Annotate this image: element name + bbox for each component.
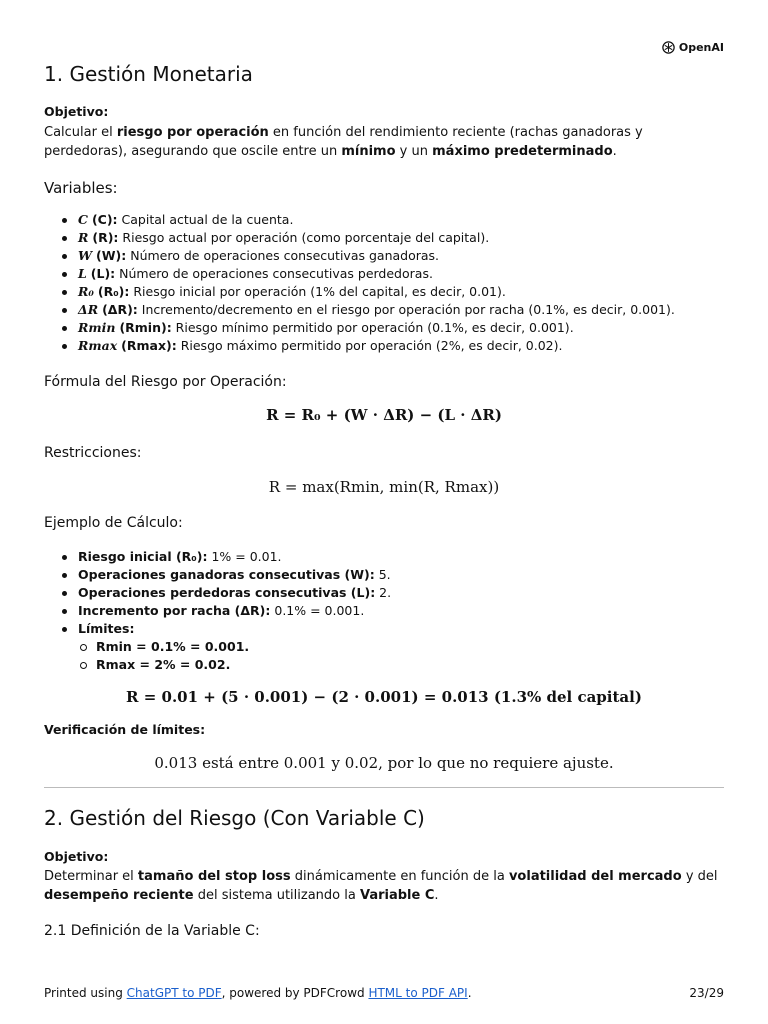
list-item: Operaciones ganadoras consecutivas (W): 5. [62,566,391,584]
openai-logo-text: OpenAI [678,41,724,54]
page-number: 23/29 [689,986,724,1000]
list-item: Límites: [62,620,391,638]
ejemplo-list [62,548,391,674]
list-item: Rmin = 0.1% = 0.001. [80,638,391,656]
list-item: Incremento por racha (ΔR): 0.1% = 0.001. [62,602,391,620]
chatgpt-to-pdf-link[interactable]: ChatGPT to PDF [126,986,222,1000]
restriction-formula: R = max(Rmin, min(R, Rmax)) [268,478,500,496]
section1-title: 1. Gestión Monetaria [44,62,253,86]
list-item: Riesgo inicial (R₀): 1% = 0.01. [62,548,391,566]
objetivo2-label: Objetivo: [44,849,109,864]
openai-logo-icon [661,40,676,55]
list-item: W (W): Número de operaciones consecutivas ganadoras. [62,247,675,265]
variables-title: Variables: [44,179,118,197]
subsection-title: 2.1 Definición de la Variable C: [44,923,260,939]
variables-list [62,211,675,355]
footer-credit: Printed using ChatGPT to PDF, powered by PDFCrowd HTML to PDF API. [44,986,472,1000]
list-item: Rmin (Rmin): Riesgo mínimo permitido por operación (0.1%, es decir, 0.001). [62,319,675,337]
objetivo2-text: Determinar el tamaño del stop loss dinámicamente en función de la volatilidad del mercado y del desempeño reciente del sistema utilizando la Variable C. [44,869,718,903]
list-item: C (C): Capital actual de la cuenta. [62,211,675,229]
section2-title: 2. Gestión del Riesgo (Con Variable C) [44,806,425,830]
openai-logo [661,40,724,55]
list-item: R (R): Riesgo actual por operación (como porcentaje del capital). [62,229,675,247]
list-item: Operaciones perdedoras consecutivas (L): 2. [62,584,391,602]
risk-formula: R = R₀ + (W · ΔR) − (L · ΔR) [266,406,502,424]
objetivo-text: Calcular el riesgo por operación en función del rendimiento reciente (rachas ganadoras y perdedoras), asegurando que oscile entre un mínimo y un máximo predeterminado. [44,125,643,159]
list-item: Rmax = 2% = 0.02. [80,656,391,674]
objetivo-label: Objetivo: [44,104,109,119]
verificacion-label: Verificación de límites: [44,722,206,737]
restricciones-title: Restricciones: [44,445,142,461]
list-item: Rmax (Rmax): Riesgo máximo permitido por operación (2%, es decir, 0.02). [62,337,675,355]
formula-title: Fórmula del Riesgo por Operación: [44,374,287,390]
list-item: ΔR (ΔR): Incremento/decremento en el riesgo por operación por racha (0.1%, es decir, 0.001). [62,301,675,319]
html-to-pdf-api-link[interactable]: HTML to PDF API [368,986,468,1000]
limites-list [80,638,391,674]
list-item: L (L): Número de operaciones consecutivas perdedoras. [62,265,675,283]
ejemplo-title: Ejemplo de Cálculo: [44,515,183,531]
footer [44,986,724,1000]
verificacion-formula: 0.013 está entre 0.001 y 0.02, por lo que no requiere ajuste. [154,754,614,772]
calc-formula: R = 0.01 + (5 · 0.001) − (2 · 0.001) = 0.013 (1.3% del capital) [126,688,642,706]
list-item: R₀ (R₀): Riesgo inicial por operación (1% del capital, es decir, 0.01). [62,283,675,301]
divider [44,787,724,788]
